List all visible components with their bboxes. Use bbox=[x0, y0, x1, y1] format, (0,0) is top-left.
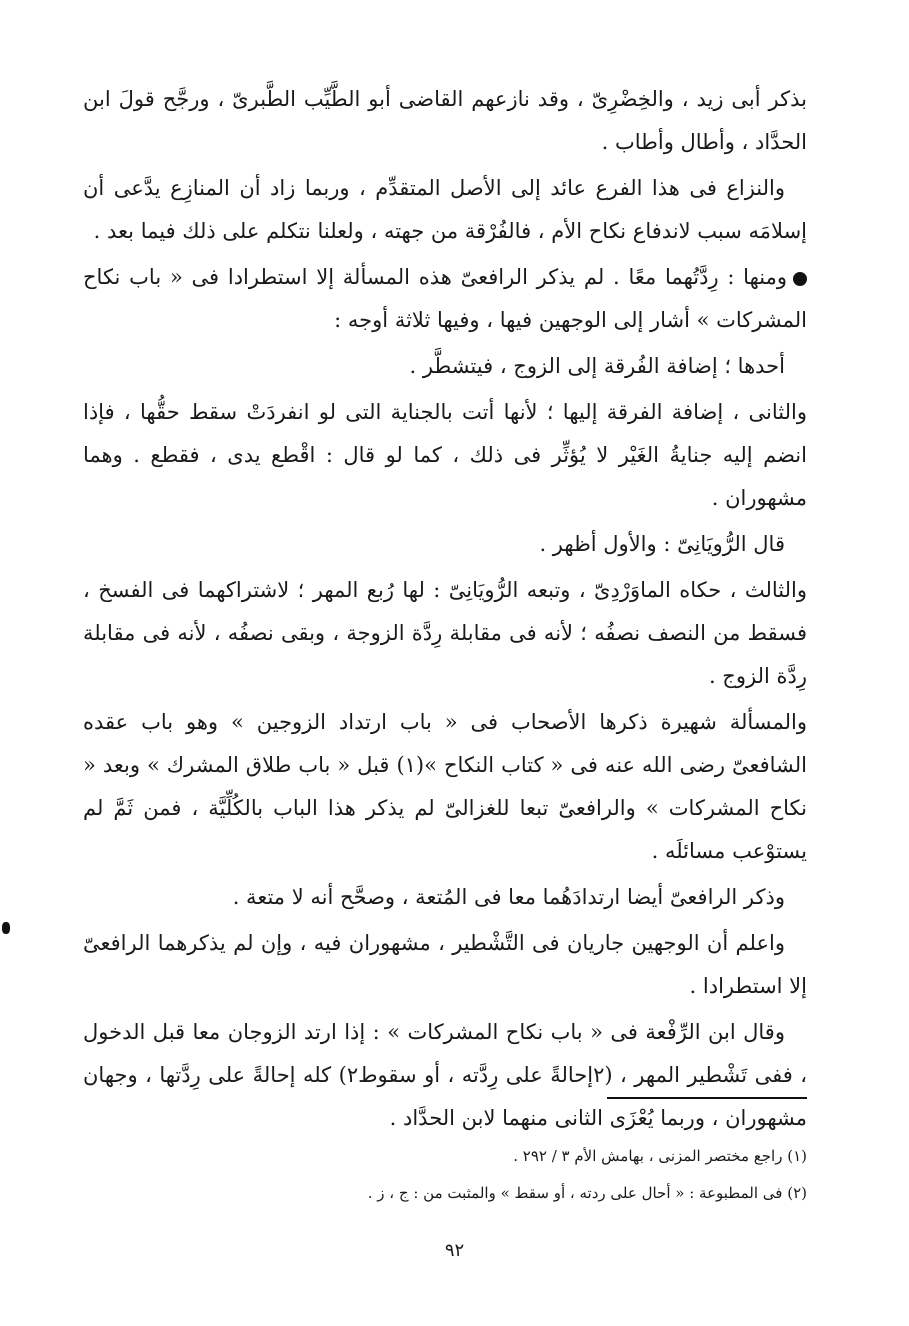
paragraph-3 bbox=[83, 256, 807, 342]
paragraph-2: والنزاع فى هذا الفرع عائد إلى الأصل المتقدِّم ، وربما زاد أن المنازِع يدَّعى أن إسلامَه سبب لاندفاع نكاح الأم ، فالفُرْقة من جهته ، ولعلنا نتكلم على ذلك فيما بعد . bbox=[83, 176, 807, 243]
footnotes bbox=[83, 1138, 807, 1212]
scan-edge-mark bbox=[2, 922, 10, 934]
footnote-separator bbox=[607, 1097, 807, 1099]
paragraph-9: وذكر الرافعىّ أيضا ارتدادَهُما معا فى المُتعة ، وصحَّح أنه لا متعة . bbox=[232, 885, 785, 909]
paragraph-1: بذكر أبى زيد ، والخِضْرِىّ ، وقد نازعهم القاضى أبو الطَّيِّب الطَّبرىّ ، ورجَّح قولَ ابن الحدَّاد ، وأطال وأطاب . bbox=[83, 87, 807, 154]
page-number: ٩٢ bbox=[444, 1240, 465, 1261]
paragraph-4: أحدها ؛ إضافة الفُرقة إلى الزوج ، فيتشطَّر . bbox=[409, 354, 785, 378]
paragraph-3-text: ومنها : رِدَّتُهما معًا . لم يذكر الرافعىّ هذه المسألة إلا استطرادا فى « باب نكاح المشركات » أشار إلى الوجهين فيها ، وفيها ثلاثة أوجه : bbox=[83, 265, 807, 332]
main-text bbox=[83, 78, 807, 1143]
paragraph-7: والثالث ، حكاه الماوَرْدِىّ ، وتبعه الرُّويَانِىّ : لها رُبع المهر ؛ لاشتراكهما فى الفسخ ، فسقط من النصف نصفُه ؛ لأنه فى مقابلة رِدَّة الزوجة ، وبقى نصفُه ، لأنه فى مقابلة رِدَّة الزوج . bbox=[83, 578, 807, 688]
paragraph-5: والثانى ، إضافة الفرقة إليها ؛ لأنها أتت بالجناية التى لو انفردَتْ سقط حقُّها ، فإذا انضم إليه جنايةُ الغَيْر لا يُؤثِّر فى ذلك ، كما لو قال : اقْطع يدى ، فقطع . وهما مشهوران . bbox=[83, 400, 807, 510]
paragraph-11: وقال ابن الرِّفْعة فى « باب نكاح المشركات » : إذا ارتد الزوجان معا قبل الدخول ، ففى تَشْطير المهر ، (٢إحالةً على رِدَّته ، أو سقوط٢) كله إحالةً على رِدَّتها ، وجهان مشهوران ، وربما يُعْزَى الثانى منهما لابن الحدَّاد . bbox=[83, 1020, 807, 1130]
bullet-dot bbox=[793, 272, 807, 286]
footnote-1: (١) راجع مختصر المزنى ، بهامش الأم ٣ / ٢٩٢ . bbox=[513, 1147, 807, 1165]
paragraph-6: قال الرُّويَانِىّ : والأول أظهر . bbox=[539, 532, 785, 556]
paragraph-10: واعلم أن الوجهين جاريان فى التَّشْطير ، مشهوران فيه ، وإن لم يذكرهما الرافعىّ إلا استطرادا . bbox=[83, 931, 807, 998]
paragraph-8: والمسألة شهيرة ذكرها الأصحاب فى « باب ارتداد الزوجين » وهو باب عقده الشافعىّ رضى الله عنه فى « كتاب النكاح »(١) قبل « باب طلاق المشرك » وبعد « نكاح المشركات » والرافعىّ تبعا للغزالىّ لم يذكر هذا الباب بالكُلِّيَّة ، فمن ثَمَّ لم يستوْعب مسائلَه . bbox=[83, 710, 807, 863]
footnote-2: (٢) فى المطبوعة : « أحال على ردته ، أو سقط » والمثبت من : ج ، ز . bbox=[367, 1184, 807, 1202]
